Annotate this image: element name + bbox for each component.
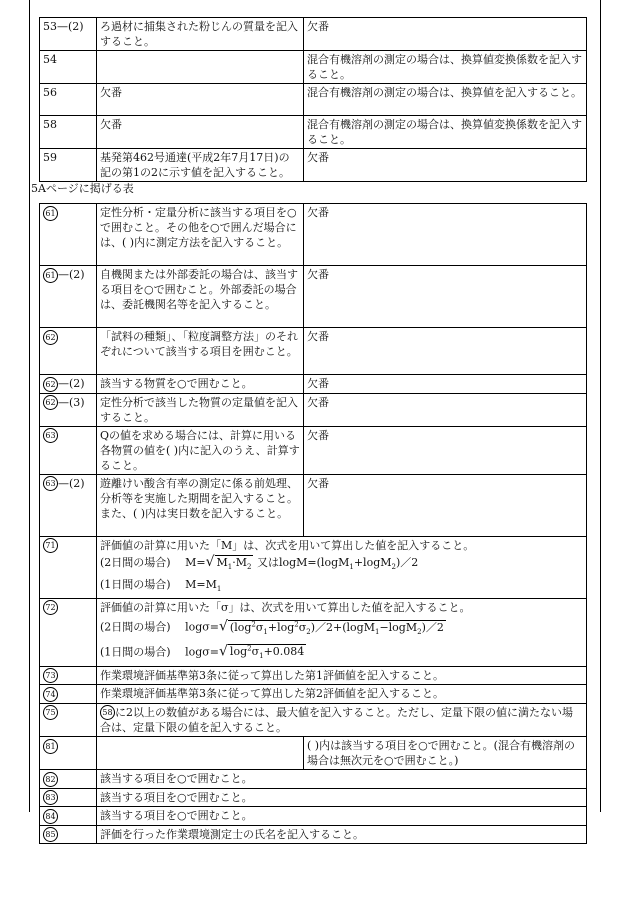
row-text-b: ( )内は該当する項目を○で囲むこと。(混合有機溶剤の場合は無次元を○で囲むこと。): [304, 737, 587, 770]
table-row: [40, 149, 587, 182]
row-number: 62 —(3): [40, 393, 97, 426]
row-number: [40, 666, 97, 685]
row-text: 作業環境評価基準第3条に従って算出した第1評価値を記入すること。: [97, 666, 587, 685]
circled-number: 73: [43, 668, 58, 683]
row-number: 59: [40, 149, 97, 182]
row-text-a: 該当する物質を○で囲むこと。: [97, 375, 304, 394]
row-number: [40, 685, 97, 704]
table-row: [40, 426, 587, 474]
circled-number: 84: [43, 809, 58, 824]
circled-number: 82: [43, 772, 58, 787]
row-number: [40, 825, 97, 844]
circled-number: 62: [43, 377, 58, 392]
row-text: 評価を行った作業環境測定士の氏名を記入すること。: [97, 825, 587, 844]
row-text-a: 欠番: [97, 116, 304, 149]
table-row: [40, 204, 587, 266]
top-table: [39, 17, 587, 182]
row-text-b: 欠番: [304, 18, 587, 51]
row-text-b: 欠番: [304, 204, 587, 266]
circled-number: 75: [43, 705, 58, 720]
row-number: 62 —(2): [40, 375, 97, 394]
formula-line: (1日間の場合) $M=M_1$: [100, 577, 222, 593]
row-number: 63 —(2): [40, 474, 97, 536]
row-text-a: 「試料の種類」、「粒度調整方法」のそれぞれについて該当する項目を囲むこと。: [97, 328, 304, 375]
row-text-b: 欠番: [304, 149, 587, 182]
formula-line: (1日間の場合) logσ=√ $\log^2\sigma_1+0.084$: [100, 643, 305, 661]
row-text: 評価値の計算に用いた「σ」は、次式を用いて算出した値を記入すること。 (2日間の場合) logσ=√ $(\log^2\sigma_1+\log^2\sigma_2)/2+(\log M_1-\log M_2)/2$ (1日間の場合) logσ=√ $\log^2\sigma_1+0.084$: [97, 598, 587, 666]
row-text-a: 基発第462号通達(平成2年7月17日)の記の第1の2に示す値を記入すること。: [97, 149, 304, 182]
row-text-a: [97, 51, 304, 84]
row-number: [40, 703, 97, 737]
circled-number: 62: [43, 395, 58, 410]
circled-number: 72: [43, 600, 58, 615]
row-text-a: ろ過材に捕集された粉じんの質量を記入すること。: [97, 18, 304, 51]
row-number: [40, 328, 97, 375]
table-row: [40, 18, 587, 51]
table-row: [40, 116, 587, 149]
table-row: [40, 474, 587, 536]
table-row: [40, 84, 587, 116]
row-number: [40, 788, 97, 807]
circled-number: 61: [43, 268, 58, 283]
row-text-a: 欠番: [97, 84, 304, 116]
row-number: [40, 536, 97, 598]
table-row: [40, 825, 587, 844]
row-text-a: 自機関または外部委託の場合は、該当する項目を○で囲むこと。外部委託の場合は、委託機関名等を記入すること。: [97, 266, 304, 328]
row-text-b: 混合有機溶剤の測定の場合は、換算値変換係数を記入すること。: [304, 116, 587, 149]
table-row: [40, 51, 587, 84]
row-text-b: 混合有機溶剤の測定の場合は、換算値変換係数を記入すること。: [304, 51, 587, 84]
table-row: [40, 666, 587, 685]
row-number: 53—(2): [40, 18, 97, 51]
row-number: [40, 807, 97, 826]
main-table: [39, 203, 587, 844]
row-number: [40, 204, 97, 266]
circled-number: 62: [43, 330, 58, 345]
table-row: [40, 788, 587, 807]
table-row: [40, 598, 587, 666]
table-row: [40, 807, 587, 826]
row-number: [40, 426, 97, 474]
table-row: [40, 770, 587, 789]
table-row: [40, 375, 587, 394]
row-text-b: 欠番: [304, 474, 587, 536]
circled-number-ref: 58: [100, 705, 115, 720]
row-number: [40, 770, 97, 789]
row-text-b: 欠番: [304, 393, 587, 426]
circled-number: 74: [43, 687, 58, 702]
row-text: 該当する項目を○で囲むこと。: [97, 788, 587, 807]
row-text: 該当する項目を○で囲むこと。: [97, 807, 587, 826]
row-text-b: 欠番: [304, 426, 587, 474]
row-text-a: [97, 737, 304, 770]
circled-number: 85: [43, 827, 58, 842]
circled-number: 71: [43, 538, 58, 553]
table-caption: 5Aページに掲げる表: [31, 182, 134, 195]
row-text: 評価値の計算に用いた「M」は、次式を用いて算出した値を記入すること。 (2日間の場合) M=√ $M_1\cdot M_2$ 又はlogM=(logM$_1$+logM$_2$)／2 (1日間の場合) $M=M_1$: [97, 536, 587, 598]
row-text-a: 定性分析・定量分析に該当する項目を○で囲むこと。その他を○で囲んだ場合には、( )内に測定方法を記入すること。: [97, 204, 304, 266]
formula-line: (2日間の場合) M=√ $M_1\cdot M_2$ 又はlogM=(logM$_1$+logM$_2$)／2: [100, 553, 419, 571]
row-number: 56: [40, 84, 97, 116]
row-text-a: 定性分析で該当した物質の定量値を記入すること。: [97, 393, 304, 426]
table-row: [40, 703, 587, 737]
row-number: 58: [40, 116, 97, 149]
formula-line: (2日間の場合) logσ=√ $(\log^2\sigma_1+\log^2\sigma_2)/2+(\log M_1-\log M_2)/2$: [100, 618, 444, 636]
row-number: 54: [40, 51, 97, 84]
table-row: [40, 328, 587, 375]
row-text-b: 欠番: [304, 375, 587, 394]
row-number: [40, 737, 97, 770]
table-row: [40, 266, 587, 328]
row-text-a: 遊離けい酸含有率の測定に係る前処理、分析等を実施した期間を記入すること。また、( )内は実日数を記入すること。: [97, 474, 304, 536]
circled-number: 61: [43, 206, 58, 221]
row-text: 該当する項目を○で囲むこと。: [97, 770, 587, 789]
table-row: [40, 536, 587, 598]
table-row: [40, 685, 587, 704]
table-row: [40, 393, 587, 426]
row-number: 61 —(2): [40, 266, 97, 328]
row-text-a: Qの値を求める場合には、計算に用いる各物質の値を( )内に記入のうえ、計算すること。: [97, 426, 304, 474]
row-text: 作業環境評価基準第3条に従って算出した第2評価値を記入すること。: [97, 685, 587, 704]
row-text-b: 混合有機溶剤の測定の場合は、換算値を記入すること。: [304, 84, 587, 116]
row-text-b: 欠番: [304, 266, 587, 328]
table-row: [40, 737, 587, 770]
circled-number: 63: [43, 476, 58, 491]
row-text-b: 欠番: [304, 328, 587, 375]
row-number: [40, 598, 97, 666]
circled-number: 63: [43, 428, 58, 443]
circled-number: 81: [43, 739, 58, 754]
circled-number: 83: [43, 790, 58, 805]
row-text: 58 に2以上の数値がある場合には、最大値を記入すること。ただし、定量下限の値に満たない場合は、定量下限の値を記入すること。: [97, 703, 587, 737]
